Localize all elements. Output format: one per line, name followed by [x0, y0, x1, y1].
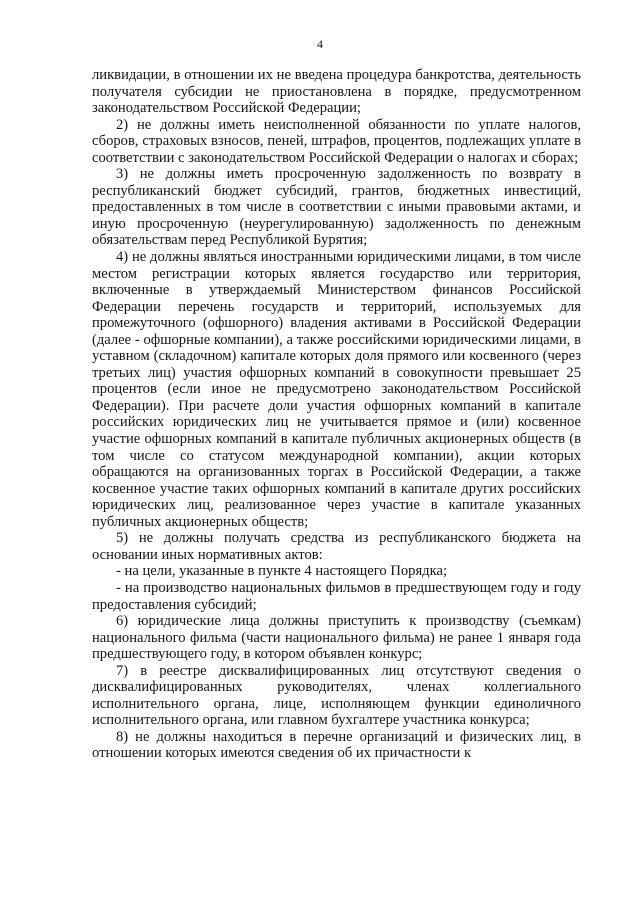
paragraph-5-funds: 5) не должны получать средства из республиканского бюджета на основании иных нормативных актов: [92, 530, 581, 563]
paragraph-1-liquidation: ликвидации, в отношении их не введена процедура банкротства, деятельность получателя субсидии не приостановлена в порядке, предусмотренном законодательством Российской Федерации; [92, 67, 581, 117]
paragraph-2-taxes: 2) не должны иметь неисполненной обязанности по уплате налогов, сборов, страховых взносов, пеней, штрафов, процентов, подлежащих уплате в соответствии с законодательством Российской Федерации о налогах и сборах; [92, 116, 581, 166]
page-number: 4 [317, 37, 323, 51]
paragraph-7-registry: 7) в реестре дисквалифицированных лиц отсутствуют сведения о дисквалифицированных руководителях, членах коллегиального исполнительного органа, лице, исполняющем функции единоличного исполнительного органа, или главном бухгалтере участника конкурса; [92, 662, 581, 729]
paragraph-5-item-1: - на цели, указанные в пункте 4 настоящего Порядка; [116, 563, 447, 580]
document-body [92, 67, 581, 762]
paragraph-5-item-2: - на производство национальных фильмов в предшествующем году и году предоставления субсидий; [92, 579, 581, 613]
paragraph-6-production: 6) юридические лица должны приступить к производству (съемкам) национального фильма (части национального фильма) не ранее 1 января года предшествующего году, в котором объявлен конкурс; [92, 613, 581, 663]
paragraph-8-list: 8) не должны находиться в перечне организаций и физических лиц, в отношении которых имеются сведения об их причастности к [92, 728, 581, 762]
paragraph-3-debt: 3) не должны иметь просроченную задолженность по возврату в республиканский бюджет субсидий, грантов, бюджетных инвестиций, предоставленных в том числе в соответствии с иными правовыми актами, и иную просроченную (неурегулированную) задолженность по денежным обязательствам перед Республикой Бурятия; [92, 166, 581, 249]
paragraph-4-offshore: 4) не должны являться иностранными юридическими лицами, в том числе местом регистрации которых является государство или территория, включенные в утверждаемый Министерством финансов Российской Федерации перечень государств и территорий, используемых для промежуточного (офшорного) владения активами в Российской Федерации (далее - офшорные компании), а также российскими юридическими лицами, в уставном (складочном) капитале которых доля прямого или косвенного (через третьих лиц) участия офшорных компаний в совокупности превышает 25 процентов (если иное не предусмотрено законодательством Российской Федерации). При расчете доли участия офшорных компаний в капитале российских юридических лиц не учитывается прямое и (или) косвенное участие офшорных компаний в капитале публичных акционерных обществ (в том числе со статусом международной компании), акции которых обращаются на организованных торгах в Российской Федерации, а также косвенное участие таких офшорных компаний в капитале других российских юридических лиц, реализованное через участие в капитале указанных публичных акционерных обществ; [92, 249, 581, 530]
